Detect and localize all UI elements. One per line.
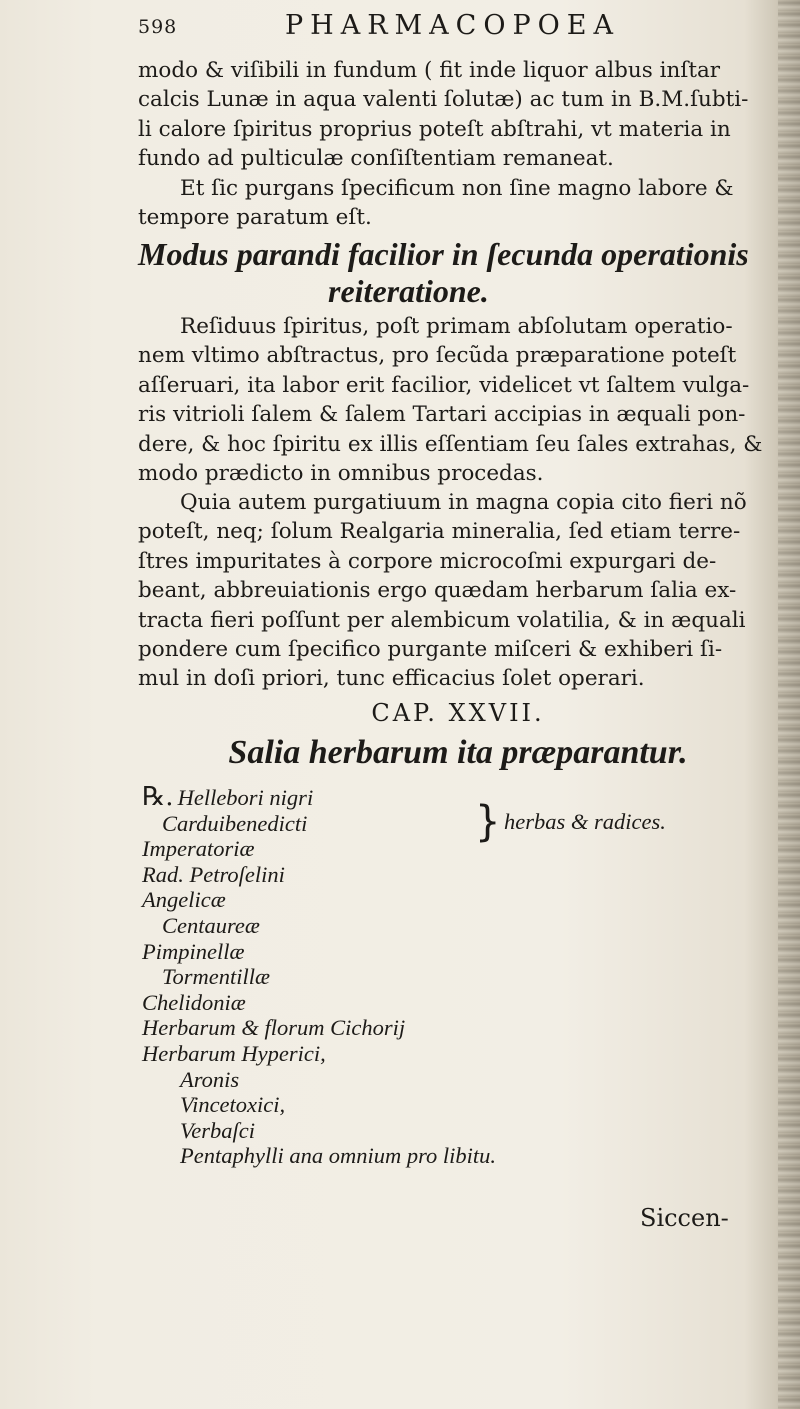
chapter-heading-block (138, 697, 778, 729)
recipe-item: Pimpinellæ (142, 938, 245, 964)
section-heading-line: Modus parandi facilior in ſecunda operationis (138, 236, 749, 272)
chapter-caption-block (138, 732, 778, 774)
text-line: Et ſic purgans ſpecificum non ſine magno labore & (180, 176, 734, 201)
recipe-item: Aronis (180, 1066, 240, 1092)
text-line: dere, & hoc ſpiritu ex illis eſſentiam ſeu ſales extrahas, & (138, 431, 763, 457)
recipe-symbol: ℞. (142, 782, 174, 812)
brace-glyph: } (475, 797, 501, 847)
text-line: modo prædicto in omnibus procedas. (138, 460, 544, 486)
section-heading (138, 236, 778, 310)
text-line: mul in doſi priori, tunc efficacius ſolet operari. (138, 666, 645, 692)
chapter-number: CAP. XXVII. (371, 699, 545, 727)
page-edge-shadow (778, 0, 800, 1409)
page-header (0, 10, 780, 56)
recipe-item: Centaureæ (162, 912, 260, 938)
recipe-item: Carduibenedicti (162, 810, 308, 836)
recipe-item: Pentaphylli ana omnium pro libitu. (180, 1143, 497, 1169)
text-line: poteſt, neq; ſolum Realgaria mineralia, ſed etiam terre- (138, 519, 741, 545)
text-line: calcis Lunæ in aqua valenti ſolutæ) ac tum in B.M.ſubti- (138, 87, 749, 113)
text-line: tempore paratum eſt. (138, 205, 372, 231)
recipe-item (142, 782, 782, 812)
recipe-item: Imperatoriæ (142, 836, 255, 862)
text-line: beant, abbreuiationis ergo quædam herbarum ſalia ex- (138, 578, 737, 604)
text-line: fundo ad pulticulæ conſiſtentiam remaneat. (138, 146, 614, 172)
recipe-item: Rad. Petroſelini (142, 861, 285, 887)
text-line: tracta fieri poſſunt per alembicum volatilia, & in æquali (138, 607, 746, 633)
recipe-list (142, 782, 782, 1169)
recipe-item: Chelidoniæ (142, 989, 246, 1015)
text-line: ſtres impuritates à corpore microcoſmi expurgari de- (138, 548, 717, 574)
paragraph-4 (138, 488, 778, 694)
text-line: nem vltimo abſtractus, pro ſecũda præparatione poteſt (138, 343, 737, 369)
section-heading-line: reiteratione. (328, 273, 489, 309)
paragraph-3 (138, 312, 778, 488)
brace-label: herbas & radices. (504, 809, 666, 834)
page-number: 598 (138, 16, 178, 38)
text-line: Reſiduus ſpiritus, poſt primam abſolutam operatio- (180, 314, 733, 339)
recipe-item: Herbarum Hyperici, (142, 1040, 326, 1066)
recipe-item: Verbaſci (180, 1117, 255, 1143)
recipe-item-text: Hellebori nigri (177, 785, 314, 810)
recipe-item: Angelicæ (142, 887, 226, 913)
running-title: PHARMACOPOEA (285, 10, 620, 41)
paragraph-2 (138, 174, 778, 233)
recipe-item: Tormentillæ (162, 964, 270, 990)
recipe-item: Vincetoxici, (180, 1092, 286, 1118)
text-line: modo & viſibili in fundum ( fit inde liquor albus inſtar (138, 58, 721, 83)
chapter-caption: Salia herbarum ita præparantur. (228, 734, 688, 771)
text-line: aſſeruari, ita labor erit facilior, videlicet vt ſaltem vulga- (138, 372, 750, 398)
recipe-item: Herbarum & florum Cichorij (142, 1015, 406, 1041)
paragraph-1 (138, 56, 778, 174)
text-line: Quia autem purgatiuum in magna copia cito fieri nõ (180, 490, 747, 515)
catchword: Siccen- (640, 1204, 729, 1232)
text-line: li calore ſpiritus proprius poteſt abſtrahi, vt materia in (138, 116, 731, 142)
text-line: pondere cum ſpecifico purgante miſceri & exhiberi ſi- (138, 636, 723, 662)
text-line: ris vitrioli ſalem & ſalem Tartari accipias in æquali pon- (138, 402, 746, 428)
